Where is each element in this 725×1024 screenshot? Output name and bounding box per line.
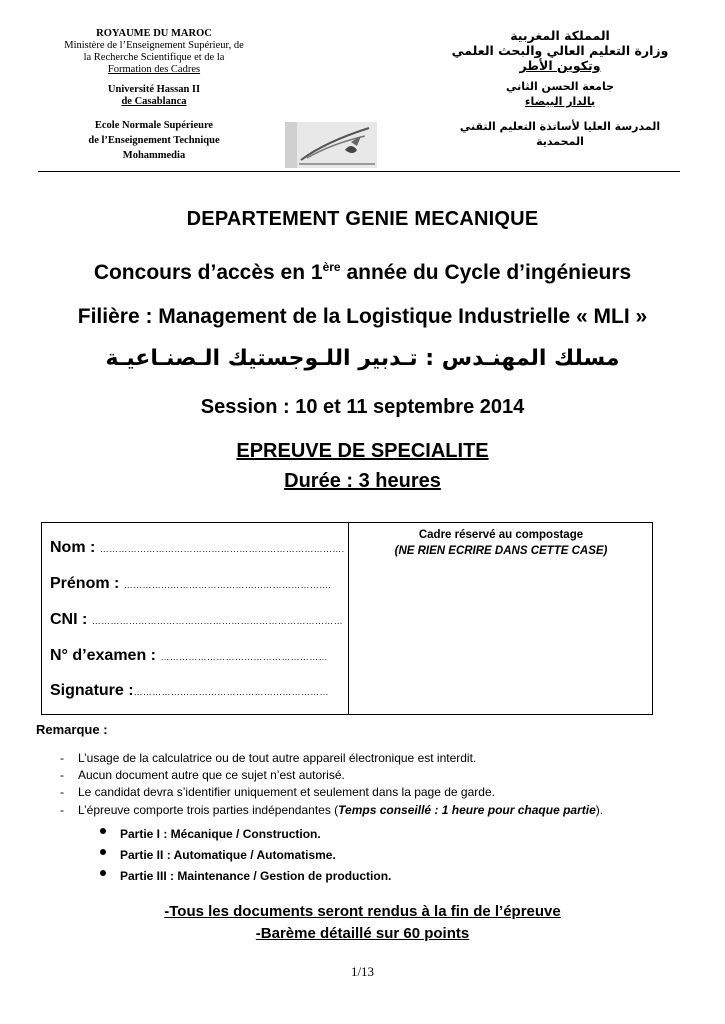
remark-text: Le candidat devra s’identifier uniquement et seulement dans la page de garde.	[78, 785, 495, 799]
epreuve-title: EPREUVE DE SPECIALITE	[236, 440, 489, 462]
prenom-dots: ………………………………………………………….	[123, 580, 332, 590]
ministry-line1: Ministère de l’Enseignement Supérieur, de	[64, 40, 244, 51]
prenom-label: Prénom :	[50, 575, 120, 592]
bullet-icon	[100, 870, 106, 876]
part-text: Partie I : Mécanique / Construction.	[120, 827, 321, 841]
cni-dots: ………………………………………………………………………	[91, 616, 343, 626]
cadre-line2: (NE RIEN ECRIRE DANS CETTE CASE)	[394, 545, 608, 557]
remark-item: - Aucun document autre que ce sujet n’est autorisé.	[60, 768, 345, 782]
filiere-arabic: مسلك المهنـدس : تـدبير اللـوجستيك الـصنـاعيـة	[105, 346, 620, 371]
examen-field[interactable]	[50, 647, 328, 665]
university-line2: de Casablanca	[121, 96, 187, 107]
cni-label: CNI :	[50, 611, 88, 628]
header-right	[440, 28, 680, 149]
remark4-post: ).	[595, 803, 604, 817]
remark-text: Aucun document autre que ce sujet n’est autorisé.	[78, 768, 345, 782]
duree-title: Durée : 3 heures	[284, 470, 441, 492]
concours-pre: Concours d’accès en 1	[93, 261, 323, 284]
part-item	[100, 869, 500, 885]
filiere-title: Filière : Management de la Logistique Industrielle « MLI »	[77, 305, 648, 328]
school-line2: de l’Enseignement Technique	[88, 135, 220, 146]
session-title: Session : 10 et 11 septembre 2014	[200, 396, 525, 418]
remark-text	[78, 803, 603, 817]
remark-item: - L’épreuve comporte trois parties indépendantes (Temps conseillé : 1 heure pour chaque partie).	[60, 803, 604, 817]
part-item	[100, 848, 500, 864]
cadre-line1: Cadre réservé au compostage	[418, 529, 584, 541]
remark-item: - Le candidat devra s’identifier uniquement et seulement dans la page de garde.	[60, 785, 495, 799]
prenom-field[interactable]	[50, 575, 331, 593]
footer-line2: -Barème détaillé sur 60 points	[255, 925, 470, 942]
kingdom-label-ar: المملكة المغربية	[510, 28, 610, 43]
identification-box	[41, 522, 653, 715]
examen-dots: ………………………………………………	[160, 652, 328, 662]
cni-field[interactable]	[50, 611, 343, 629]
remark-text: L’usage de la calculatrice ou de tout autre appareil électronique est interdit.	[78, 751, 477, 765]
school-line1-ar: المدرسة العليا لأساتذة التعليم التقني	[459, 120, 661, 133]
school-line2-ar: المحمدية	[536, 135, 584, 148]
bullet-icon	[100, 828, 106, 834]
university-line1-ar: جامعة الحسن الثاني	[505, 80, 615, 93]
examen-label: N° d’examen :	[50, 647, 156, 664]
signature-field[interactable]	[50, 682, 329, 700]
header-rule	[38, 171, 680, 172]
concours-sup: ère	[322, 260, 341, 274]
footer-line1: -Tous les documents seront rendus à la fin de l’épreuve	[164, 903, 561, 920]
ministry-line2: la Recherche Scientifique et de la	[83, 52, 225, 63]
ministry-line3: Formation des Cadres	[107, 64, 201, 75]
ministry-line2-ar: وتكوين الأطر	[519, 58, 601, 73]
school-line3: Mohammedia	[122, 150, 186, 161]
remark4-pre: L’épreuve comporte trois parties indépendantes (	[78, 803, 339, 817]
page-number: 1/13	[350, 964, 375, 979]
part-text: Partie II : Automatique / Automatisme.	[120, 848, 336, 862]
nom-label: Nom :	[50, 539, 96, 556]
nom-field[interactable]	[50, 539, 344, 557]
university-line1: Université Hassan II	[107, 84, 201, 95]
ensetm-logo	[285, 122, 377, 168]
signature-label: Signature :	[50, 682, 134, 699]
university-line2-ar: بالدار البيضاء	[524, 95, 596, 108]
bullet-icon	[100, 849, 106, 855]
remark-item: - L’usage de la calculatrice ou de tout autre appareil électronique est interdit.	[60, 751, 477, 765]
part-item	[100, 827, 500, 843]
school-line1: Ecole Normale Supérieure	[94, 120, 214, 131]
kingdom-label: ROYAUME DU MAROC	[96, 28, 212, 39]
concours-title	[0, 260, 725, 285]
cadre-compostage	[348, 527, 654, 559]
concours-post: année du Cycle d’ingénieurs	[340, 261, 632, 284]
remarks-title: Remarque :	[36, 722, 108, 737]
header-left	[38, 28, 270, 162]
remark4-italic: Temps conseillé : 1 heure pour chaque partie	[338, 803, 596, 817]
department-title: DEPARTEMENT GENIE MECANIQUE	[186, 208, 539, 230]
nom-dots: …………………………………………………………………….	[99, 544, 345, 554]
ministry-line1-ar: وزارة التعليم العالي والبحث العلمي	[451, 43, 669, 58]
signature-dots: ………………………………………………………	[133, 687, 329, 697]
part-text: Partie III : Maintenance / Gestion de production.	[120, 869, 392, 883]
